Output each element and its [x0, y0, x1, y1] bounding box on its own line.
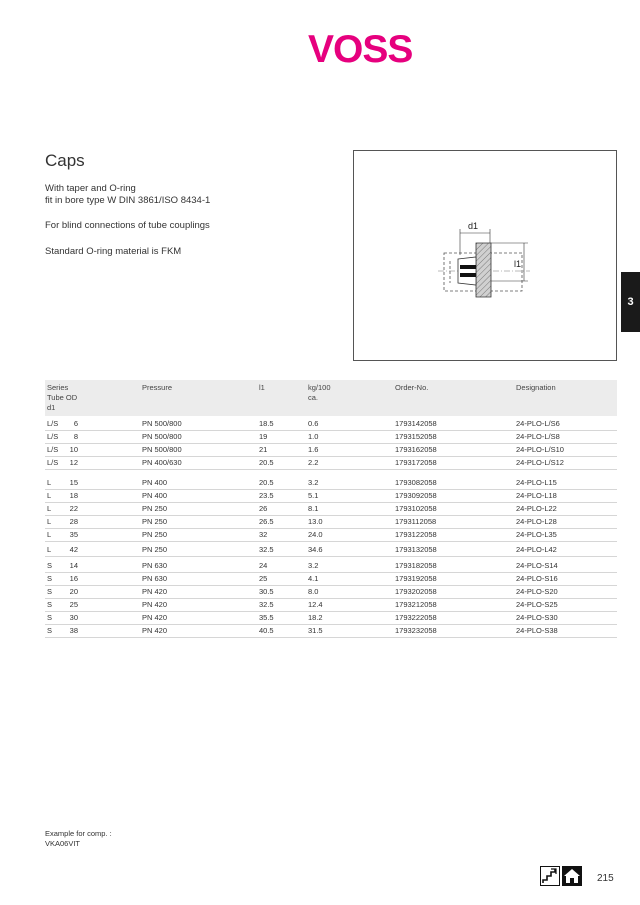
cell-designation: 24-PLO-L15 [516, 478, 557, 487]
cell-order-no: 1793202058 [395, 587, 437, 596]
cell-series: L [47, 504, 52, 513]
cell-kg: 3.2 [308, 561, 319, 570]
cell-series: S [47, 600, 53, 609]
cell-pressure: PN 420 [142, 587, 168, 596]
cell-pressure: PN 500/800 [142, 419, 182, 428]
cell-series: S [47, 626, 53, 635]
table-row [45, 516, 617, 529]
table-row [45, 612, 617, 625]
header-series: Series [47, 383, 69, 392]
cell-order-no: 1793132058 [395, 545, 437, 554]
description-line: fit in bore type W DIN 3861/ISO 8434-1 [45, 194, 211, 206]
header-l1: l1 [259, 383, 265, 392]
cell-pressure: PN 630 [142, 574, 168, 583]
cell-tube-od: 20 [69, 587, 78, 596]
cell-kg: 3.2 [308, 478, 319, 487]
cell-order-no: 1793112058 [395, 517, 437, 526]
cell-kg: 1.6 [308, 445, 319, 454]
cell-order-no: 1793232058 [395, 626, 437, 635]
cell-pressure: PN 420 [142, 600, 168, 609]
table-row [45, 477, 617, 490]
cell-kg: 12.4 [308, 600, 323, 609]
table-row [45, 586, 617, 599]
cell-l1: 32.5 [259, 545, 274, 554]
cell-series: S [47, 613, 53, 622]
cell-designation: 24-PLO-L35 [516, 530, 557, 539]
cell-series: L [47, 478, 52, 487]
cell-tube-od: 18 [69, 491, 78, 500]
cell-pressure: PN 400 [142, 478, 168, 487]
cell-series: L/S [47, 445, 59, 454]
cap-cross-section [354, 151, 616, 360]
cell-series: S [47, 574, 53, 583]
cell-tube-od: 16 [69, 574, 78, 583]
cell-order-no: 1793172058 [395, 458, 437, 467]
table-row [45, 418, 617, 431]
cell-kg: 1.0 [308, 432, 319, 441]
description-blind [45, 220, 210, 232]
cell-l1: 30.5 [259, 587, 274, 596]
cell-designation: 24-PLO-S16 [516, 574, 558, 583]
cell-l1: 23.5 [259, 491, 274, 500]
table-group-l [45, 477, 617, 557]
cell-l1: 18.5 [259, 419, 274, 428]
cell-order-no: 1793212058 [395, 600, 437, 609]
technical-drawing [353, 150, 617, 361]
description-line: For blind connections of tube couplings [45, 220, 210, 231]
cell-pressure: PN 500/800 [142, 445, 182, 454]
cell-kg: 13.0 [308, 517, 323, 526]
cell-pressure: PN 250 [142, 504, 168, 513]
footnote-line: VKA06VIT [45, 839, 81, 848]
cell-designation: 24-PLO-S25 [516, 600, 558, 609]
table-row [45, 542, 617, 557]
cell-l1: 19 [259, 432, 268, 441]
cell-designation: 24-PLO-L42 [516, 545, 557, 554]
cell-l1: 26.5 [259, 517, 274, 526]
l1-label: l1 [514, 259, 522, 269]
cell-designation: 24-PLO-L18 [516, 491, 557, 500]
cell-kg: 2.2 [308, 458, 319, 467]
header-order-no: Order-No. [395, 383, 429, 392]
cell-l1: 35.5 [259, 613, 274, 622]
cell-tube-od: 12 [69, 458, 78, 467]
cell-pressure: PN 630 [142, 561, 168, 570]
description-line: With taper and O-ring [45, 183, 136, 194]
table-row [45, 431, 617, 444]
cell-pressure: PN 250 [142, 530, 168, 539]
cell-designation: 24-PLO-L/S8 [516, 432, 560, 441]
table-row [45, 529, 617, 542]
cell-series: S [47, 561, 53, 570]
cell-designation: 24-PLO-S20 [516, 587, 558, 596]
cell-l1: 20.5 [259, 458, 274, 467]
table-header [45, 380, 617, 416]
cell-designation: 24-PLO-L/S12 [516, 458, 564, 467]
cell-pressure: PN 250 [142, 517, 168, 526]
cell-tube-od: 10 [69, 445, 78, 454]
cell-series: L [47, 491, 52, 500]
page-title: Caps [45, 151, 85, 170]
cell-l1: 25 [259, 574, 268, 583]
header-pressure: Pressure [142, 383, 173, 392]
cell-order-no: 1793222058 [395, 613, 437, 622]
cell-tube-od: 14 [69, 561, 78, 570]
cell-tube-od: 6 [73, 419, 78, 428]
cell-series: L [47, 545, 52, 554]
cap-body [476, 243, 491, 297]
page-number: 215 [597, 873, 614, 884]
cell-tube-od: 8 [73, 432, 78, 441]
cell-l1: 26 [259, 504, 268, 513]
cell-series: L/S [47, 419, 59, 428]
description-taper [45, 183, 210, 206]
cell-kg: 4.1 [308, 574, 319, 583]
cell-l1: 32 [259, 530, 268, 539]
cell-tube-od: 28 [69, 517, 78, 526]
cell-series: L [47, 530, 52, 539]
cell-pressure: PN 500/800 [142, 432, 182, 441]
table-row [45, 560, 617, 573]
cell-designation: 24-PLO-L/S6 [516, 419, 560, 428]
cell-pressure: PN 420 [142, 613, 168, 622]
home-icon[interactable] [562, 866, 582, 886]
header-series-block [47, 383, 77, 413]
cell-order-no: 1793192058 [395, 574, 437, 583]
cell-series: L [47, 517, 52, 526]
o-ring-top [460, 265, 476, 269]
cap-taper [458, 257, 476, 285]
cell-pressure: PN 400/630 [142, 458, 182, 467]
chapter-tab[interactable]: 3 [621, 272, 640, 332]
table-row [45, 599, 617, 612]
table-group-ls [45, 418, 617, 470]
table-row [45, 625, 617, 638]
description-oring [45, 246, 181, 258]
cell-l1: 24 [259, 561, 268, 570]
cell-l1: 32.5 [259, 600, 274, 609]
cell-tube-od: 22 [69, 504, 78, 513]
cell-l1: 40.5 [259, 626, 274, 635]
cell-designation: 24-PLO-S30 [516, 613, 558, 622]
o-ring-bottom [460, 273, 476, 277]
cell-series: L/S [47, 458, 59, 467]
cell-series: S [47, 587, 53, 596]
cell-designation: 24-PLO-L28 [516, 517, 557, 526]
cell-kg: 31.5 [308, 626, 323, 635]
cell-kg: 34.6 [308, 545, 323, 554]
cell-tube-od: 38 [69, 626, 78, 635]
cell-designation: 24-PLO-S14 [516, 561, 558, 570]
table-row [45, 444, 617, 457]
cell-kg: 18.2 [308, 613, 323, 622]
header-ca: ca. [308, 393, 319, 402]
table-group-s [45, 560, 617, 638]
cell-tube-od: 35 [69, 530, 78, 539]
footnote-line: Example for comp. : [45, 829, 112, 838]
cell-tube-od: 25 [69, 600, 78, 609]
cell-designation: 24-PLO-L/S10 [516, 445, 564, 454]
voss-logo: VOSS [308, 28, 413, 71]
cell-pressure: PN 250 [142, 545, 168, 554]
cell-kg: 0.6 [308, 419, 319, 428]
header-d1: d1 [47, 403, 56, 412]
header-kg-block [308, 383, 331, 403]
stairs-icon[interactable] [540, 866, 560, 886]
cell-kg: 8.1 [308, 504, 319, 513]
header-tube-od: Tube OD [47, 393, 78, 402]
table-row [45, 503, 617, 516]
cell-l1: 21 [259, 445, 268, 454]
cell-series: L/S [47, 432, 59, 441]
table-row [45, 457, 617, 470]
cell-tube-od: 42 [69, 545, 78, 554]
cell-order-no: 1793162058 [395, 445, 437, 454]
table-row [45, 573, 617, 586]
header-designation: Designation [516, 383, 556, 392]
cell-order-no: 1793182058 [395, 561, 437, 570]
cell-tube-od: 15 [69, 478, 78, 487]
cell-order-no: 1793082058 [395, 478, 437, 487]
footer-nav [540, 866, 582, 888]
header-kg: kg/100 [308, 383, 331, 392]
cell-tube-od: 30 [69, 613, 78, 622]
d1-label: d1 [468, 221, 479, 231]
cell-l1: 20.5 [259, 478, 274, 487]
description-line: Standard O-ring material is FKM [45, 246, 182, 257]
cell-order-no: 1793152058 [395, 432, 437, 441]
table-row [45, 490, 617, 503]
footnote [45, 829, 112, 849]
cell-kg: 24.0 [308, 530, 323, 539]
cell-kg: 8.0 [308, 587, 319, 596]
cell-pressure: PN 420 [142, 626, 168, 635]
cell-designation: 24-PLO-S38 [516, 626, 558, 635]
cell-pressure: PN 400 [142, 491, 168, 500]
cell-order-no: 1793122058 [395, 530, 437, 539]
cell-designation: 24-PLO-L22 [516, 504, 557, 513]
cell-order-no: 1793142058 [395, 419, 437, 428]
cell-order-no: 1793092058 [395, 491, 437, 500]
cell-order-no: 1793102058 [395, 504, 437, 513]
cell-kg: 5.1 [308, 491, 319, 500]
